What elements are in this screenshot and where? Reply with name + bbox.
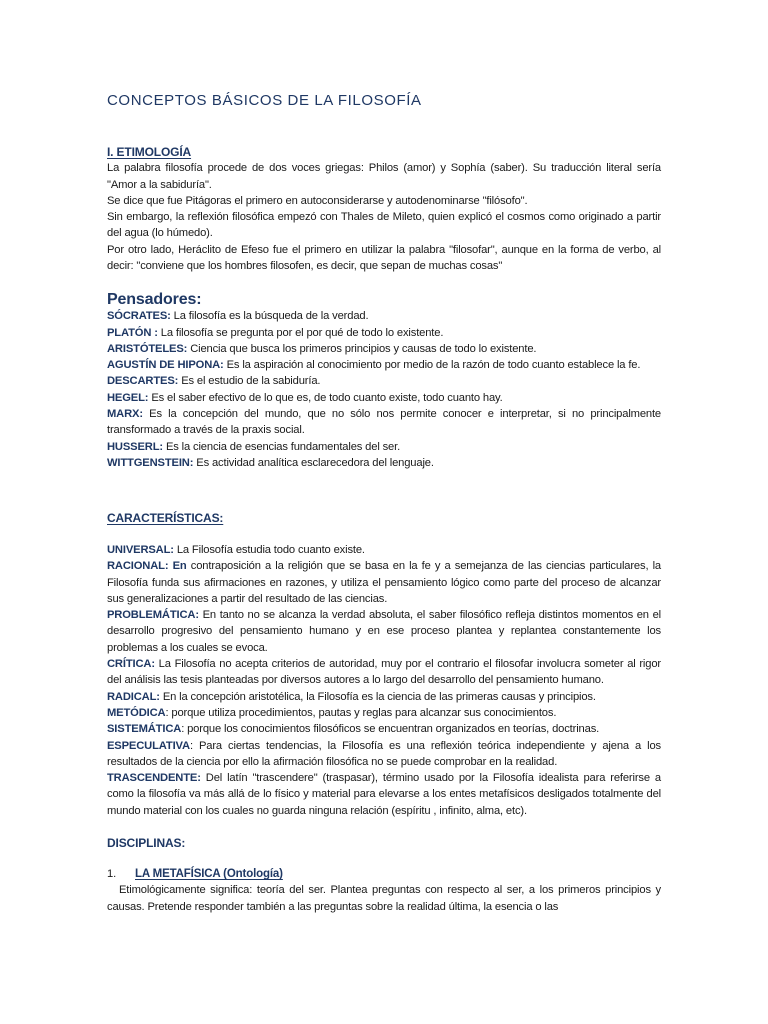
caracteristica-text: : porque los conocimientos filosóficos se encuentran organizados en teorías, doctrinas. [181,723,600,736]
etimologia-paragraph-1: La palabra filosofía procede de dos voces griegas: Philos (amor) y Sophía (saber). Su traducción literal sería "Amor a la sabiduría". [107,162,661,191]
pensador-text: Es el saber efectivo de lo que es, de todo cuanto existe, todo cuanto hay. [148,391,503,404]
pensador-label: DESCARTES: [107,375,179,388]
etimologia-section [107,144,661,274]
pensador-label: HUSSERL: [107,440,163,453]
disciplinas-section [107,835,661,851]
disciplina-item [107,866,661,915]
pensador-platon [107,325,661,341]
pensador-descartes [107,373,661,389]
pensador-husserl [107,439,661,455]
caracteristica-trascendente [107,770,661,819]
caracteristica-label: METÓDICA [107,706,166,719]
pensador-label: AGUSTÍN DE HIPONA: [107,359,224,372]
pensador-aristoteles [107,341,661,357]
pensador-label: SÓCRATES: [107,310,171,323]
caracteristicas-section [107,510,661,526]
caracteristica-text: La Filosofía estudia todo cuanto existe. [173,544,365,556]
etimologia-paragraph-4: Por otro lado, Heráclito de Efeso fue el primero en utilizar la palabra "filosofar", aunque en la forma de verbo, al decir: "conviene que los hombres filosofen, es decir, que sepan de muchas cosas" [107,243,661,273]
pensador-label: MARX: [107,408,143,421]
pensador-text: Es la concepción del mundo, que no sólo nos permite conocer e interpretar, si no principalmente transformado a través de la praxis social. [107,408,661,437]
etimologia-paragraph-3: Sin embargo, la reflexión filosófica empezó con Thales de Mileto, quien explicó el cosmos como originado a partir del agua (lo húmedo). [107,211,661,240]
caracteristica-sistematica [107,721,661,737]
caracteristica-label: RACIONAL: En [107,560,187,573]
pensador-text: Es la aspiración al conocimiento por medio de la razón de todo cuanto establece la fe. [223,359,641,372]
pensador-wittgenstein [107,455,661,471]
caracteristica-label: TRASCENDENTE: [107,772,201,785]
pensadores-heading: Pensadores: [107,291,202,308]
pensador-socrates [107,308,661,324]
caracteristica-text: : Para ciertas tendencias, la Filosofía es una reflexión teórica independiente y ajena a los resultados de la ciencia por ello la afirmación filosófica no se puede comprobar en la realidad. [107,739,661,768]
pensador-text: La filosofía se pregunta por el por qué de todo lo existente. [157,326,444,339]
pensador-text: Es la ciencia de esencias fundamentales del ser. [162,440,401,453]
caracteristica-label: UNIVERSAL: [107,544,174,556]
disciplina-text: Etimológicamente significa: teoría del ser. Plantea preguntas con respecto al ser, a los primeros principios y causas. Pretende responder también a las preguntas sobre la realidad última, la esencia o las [107,884,661,913]
disciplinas-heading: DISCIPLINAS: [107,836,186,850]
caracteristicas-list [107,542,661,819]
caracteristica-especulativa [107,738,661,771]
pensador-label: WITTGENSTEIN: [107,456,194,469]
pensador-text: Es el estudio de la sabiduría. [178,375,321,388]
caracteristica-racional [107,558,661,607]
caracteristica-universal [107,542,661,558]
caracteristica-text: En la concepción aristotélica, la Filosofía es la ciencia de las primeras causas y principios. [159,690,596,703]
caracteristica-metodica [107,705,661,721]
disciplina-number: 1. [107,868,117,880]
caracteristica-label: SISTEMÁTICA [107,723,182,736]
caracteristica-problematica [107,607,661,656]
pensador-hegel [107,390,661,406]
caracteristica-label: RADICAL: [107,690,160,703]
caracteristicas-heading: CARACTERÍSTICAS: [107,511,224,525]
pensador-label: HEGEL: [107,391,149,404]
caracteristica-text: Del latín "trascendere" (traspasar), término usado por la Filosofía idealista para referirse a como la filosofía va más allá de lo físico y material para elevarse a los entes metafísicos desligados totalmente del mundo material con los cuales no guarda ninguna relación (espíritu , infinito, alma, etc). [107,772,661,817]
caracteristica-critica [107,656,661,689]
pensador-text: Es actividad analítica esclarecedora del lenguaje. [193,456,434,469]
etimologia-heading: I. ETIMOLOGÍA [107,145,192,159]
pensador-label: ARISTÓTELES: [107,342,188,355]
caracteristica-radical [107,689,661,705]
caracteristica-label: CRÍTICA: [107,658,155,671]
caracteristica-text: La Filosofía no acepta criterios de autoridad, muy por el contrario el filosofar involucra someter al rigor del análisis las tesis planteadas por diversos autores a lo largo del desarrollo del pensamiento humano. [107,658,661,687]
pensadores-section [107,292,661,471]
caracteristica-text: contraposición a la religión que se basa en la fe y a semejanza de las ciencias particulares, la Filosofía funda sus afirmaciones en razones, y utiliza el pensamiento lógico como parte del proceso de alcanzar sus generalizaciones a partir del resultado de las ciencias. [107,560,661,605]
pensador-label: PLATÓN : [107,326,158,339]
caracteristica-label: PROBLEMÁTICA: [107,609,199,622]
pensador-text: La filosofía es la búsqueda de la verdad. [170,310,369,323]
disciplina-title: LA METAFÍSICA (Ontología) [135,868,283,880]
caracteristica-text: : porque utiliza procedimientos, pautas y reglas para alcanzar sus conocimientos. [165,706,557,719]
etimologia-paragraph-2: Se dice que fue Pitágoras el primero en autoconsiderarse y autodenominarse "filósofo". [107,194,528,207]
caracteristica-label: ESPECULATIVA [107,739,190,752]
pensador-agustin [107,357,661,373]
pensador-text: Ciencia que busca los primeros principios y causas de todo lo existente. [187,342,537,355]
document-title: CONCEPTOS BÁSICOS DE LA FILOSOFÍA [107,92,422,109]
caracteristica-text: En tanto no se alcanza la verdad absoluta, el saber filosófico refleja distintos momentos en el desarrollo progresivo del pensamiento humano y en ese proceso plantea y replantea constantemente los problemas a los cuales se evoca. [107,609,661,654]
pensador-marx [107,406,661,439]
